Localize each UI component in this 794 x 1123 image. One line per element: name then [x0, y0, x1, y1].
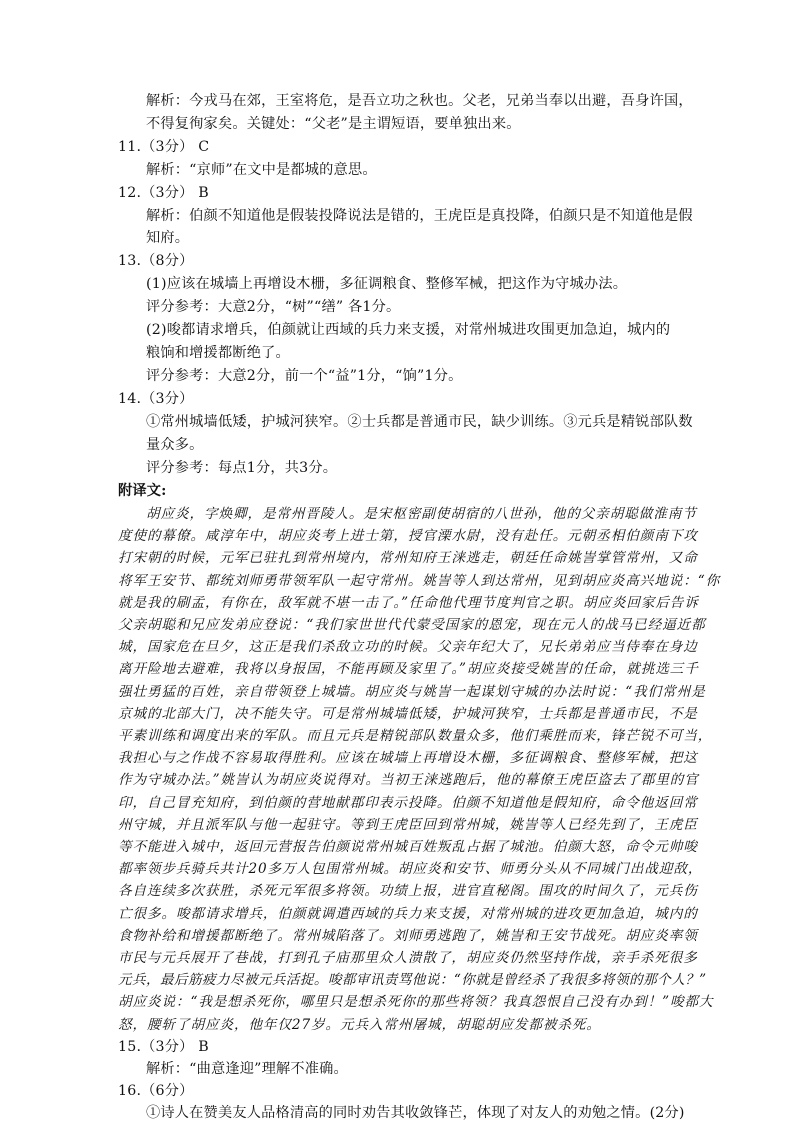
answer-11-explanation: 解析：“京师”在文中是都城的意思。: [146, 162, 377, 178]
answer-10-explanation-line1: 解析：今戎马在郊，王室将危，是吾立功之秋也。父老，兄弟当奉以出避，吾身许国，: [146, 93, 693, 109]
question-11-heading: 11.（3分） C: [118, 139, 210, 155]
question-15-heading: 15.（3分） B: [118, 1038, 209, 1055]
translation-line: 度使的幕僚。咸淳年中，胡应炎考上进士第，授官溧水尉，没有赴任。元朝丞相伯颜南下攻: [118, 528, 698, 545]
translation-line: 胡应炎说：“我是想杀死你，哪里只是想杀死你的那些将领？我真怨恨自己没有办到！”唆都大: [118, 994, 714, 1011]
question-14-heading: 14.（3分）: [118, 391, 194, 407]
translation-line: 打宋朝的时候，元军已驻扎到常州境内，常州知府王涞逃走，朝廷任命姚訔掌管常州，又命: [118, 550, 698, 567]
answer-14-scoring: 评分参考：每点1分，共3分。: [146, 460, 338, 476]
translation-line: 平素训练和调度出来的军队。而且元兵是精锐部队数量众多，他们乘胜而来，锋芒锐不可当，: [118, 728, 713, 744]
translation-line: 胡应炎，字焕卿，是常州晋陵人。是宋枢密副使胡宿的八世孙，他的父亲胡聪做淮南节: [146, 506, 697, 522]
translation-line: 城，国家危在旦夕，这正是我们杀敌立功的时候。父亲年纪大了，兄长弟弟应当侍奉在身边: [118, 639, 698, 656]
answer-14-line2: 量众多。: [146, 437, 204, 453]
question-13-heading: 13.（8分）: [118, 253, 194, 269]
answer-13-part1-scoring: 评分参考：大意2分，“树”“缮” 各1分。: [146, 299, 401, 315]
answer-15-explanation: 解析：“曲意逢迎”理解不准确。: [146, 1061, 348, 1077]
translation-line: 市民与元兵展开了巷战，打到孔子庙那里众人溃散了，胡应炎仍然坚持作战，亲手杀死很多: [118, 950, 698, 966]
translation-line: 州守城，并且派军队与他一起驻守。等到王虎臣回到常州城，姚訔等人已经先到了，王虎臣: [118, 816, 698, 833]
answer-12-explanation-line2: 知府。: [146, 230, 190, 246]
translation-line: 等不能进入城中，返回元营报告伯颜说常州城百姓叛乱占据了城池。伯颜大怒，命令元帅唆: [118, 839, 698, 855]
answer-14-line1: ①常州城墙低矮，护城河狭窄。②士兵都是普通市民，缺少训练。③元兵是精锐部队数: [146, 414, 693, 430]
translation-line: 父亲胡聪和兄应发弟应登说：“我们家世世代代蒙受国家的恩宠，现在元人的战马已经逼近都: [118, 617, 706, 633]
question-16-heading: 16.（6分）: [118, 1083, 194, 1100]
translation-line: 食物补给和增援都断绝了。常州城陷落了。刘师勇逃跑了，姚訔和王安节战死。胡应炎率领: [118, 927, 698, 944]
translation-line: 都率领步兵骑兵共计20多万人包围常州城。胡应炎和安节、师勇分头从不同城门出战迎敌，: [118, 861, 703, 878]
answer-13-part2-line1: (2)唆都请求增兵，伯颜就让西域的兵力来支援，对常州城进攻围更加急迫，城内的: [146, 322, 671, 338]
translation-line: 就是我的刷孟，有你在，敌军就不堪一击了。”任命他代理节度判官之职。胡应炎回家后告诉: [118, 594, 699, 611]
translation-line: 离开险地去避难，我将以身报国，不能再顾及家里了。”胡应炎接受姚訔的任命，就挑选三千: [118, 661, 699, 678]
translation-line: 怒，腰斩了胡应炎，他年仅27岁。元兵入常州屠城，胡聪胡应发都被杀死。: [118, 1016, 601, 1033]
translation-line: 亡很多。唆都请求增兵，伯颜就调遣西域的兵力来支援，对常州城的进攻更加急迫，城内的: [118, 905, 698, 922]
answer-13-part1: (1)应该在城墙上再增设木栅，多征调粮食、整修军械，把这作为守城办法。: [146, 276, 628, 292]
answer-16-point1: ①诗人在赞美友人品格清高的同时劝告其收敛锋芒，体现了对友人的劝勉之情。(2分): [146, 1105, 685, 1122]
translation-line: 印，自己冒充知府，到伯颜的营地献郡印表示投降。伯颜不知道他是假知府，命令他返回常: [118, 794, 698, 811]
answer-12-explanation-line1: 解析：伯颜不知道他是假装投降说法是错的，王虎臣是真投降，伯颜只是不知道他是假: [146, 208, 693, 224]
translation-line: 各自连续多次获胜，杀死元军很多将领。功绩上报，进官直秘阁。围攻的时间久了，元兵伤: [118, 883, 698, 900]
answer-13-part2-scoring: 评分参考：大意2分，前一个“益”1分，“饷”1分。: [146, 368, 463, 384]
translation-line: 京城的北部大门，决不能失守。可是常州城墙低矮，护城河狭窄，士兵都是普通市民，不是: [118, 705, 698, 722]
translation-line: 将军王安节、都统刘师勇带领军队一起守常州。姚訔等人到达常州，见到胡应炎高兴地说：“你: [118, 572, 721, 589]
translation-line: 我担心与之作战不容易取得胜利。应该在城墙上再增设木栅，多征调粮食、整修军械，把这: [118, 750, 698, 767]
translation-heading: 附译文:: [118, 483, 167, 499]
answer-10-explanation-line2: 不得复徇家矣。关键处：“父老”是主谓短语，要单独出来。: [146, 116, 521, 132]
translation-line: 作为守城办法。”姚訔认为胡应炎说得对。当初王涞逃跑后，他的幕僚王虎臣盗去了郡里的官: [118, 772, 699, 789]
translation-line: 元兵，最后筋疲力尽被元兵活捉。唆都审讯责骂他说：“你就是曾经杀了我很多将领的那个人？”: [118, 972, 707, 989]
answer-13-part2-line2: 粮饷和增援都断绝了。: [146, 345, 290, 361]
translation-line: 强壮勇猛的百姓，亲自带领登上城墙。胡应炎与姚訔一起谋划守城的办法时说：“我们常州是: [118, 683, 706, 700]
question-12-heading: 12.（3分） B: [118, 185, 209, 201]
